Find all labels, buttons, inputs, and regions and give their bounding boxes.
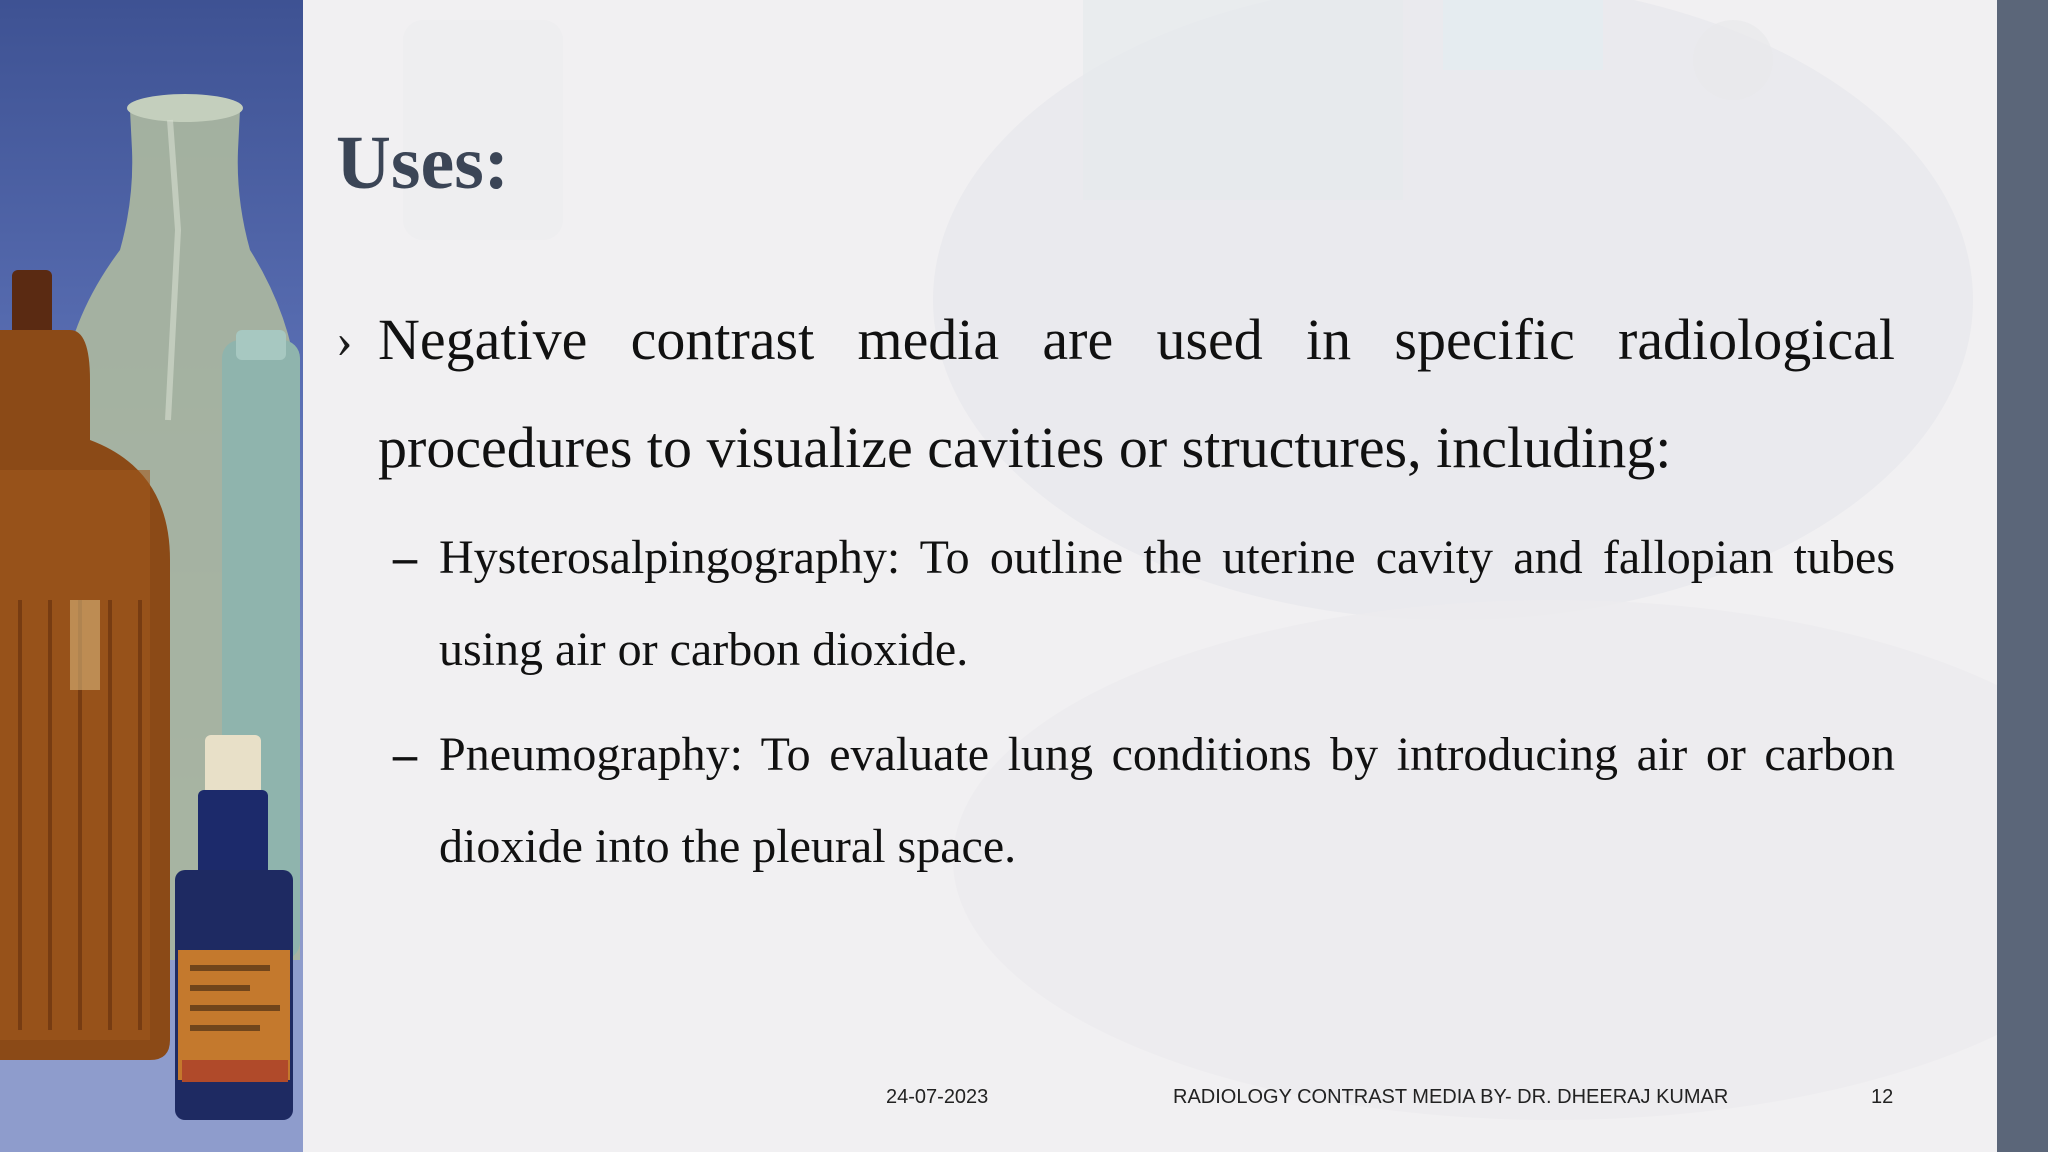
footer-presentation-title: RADIOLOGY CONTRAST MEDIA BY- DR. DHEERAJ KUMAR: [1173, 1086, 1729, 1108]
sub-bullet-text: Hysterosalpingography: To outline the uterine cavity and fallopian tubes using air or carbon dioxide.: [439, 531, 1895, 676]
right-accent-bar: [1997, 0, 2048, 1152]
slide-content-panel: [303, 0, 1997, 1152]
sub-bullet-item: [393, 512, 1933, 696]
slide-number: 12: [1871, 1086, 1894, 1108]
bottles-photo: [0, 0, 303, 1152]
sub-bullet-marker: –: [393, 531, 417, 584]
bullet-text: Negative contrast media are used in specific radiological procedures to visualize cavities or structures, including:: [378, 307, 1895, 480]
bullet-marker: ›: [336, 312, 353, 368]
bullet-item: [336, 286, 1936, 502]
sub-bullet-text: Pneumography: To evaluate lung conditions by introducing air or carbon dioxide into the pleural space.: [439, 728, 1895, 873]
sub-bullet-marker: –: [393, 728, 417, 781]
slide-title: Uses:: [336, 121, 510, 205]
sub-bullet-item: [393, 709, 1933, 893]
footer-date: 24-07-2023: [886, 1086, 989, 1108]
